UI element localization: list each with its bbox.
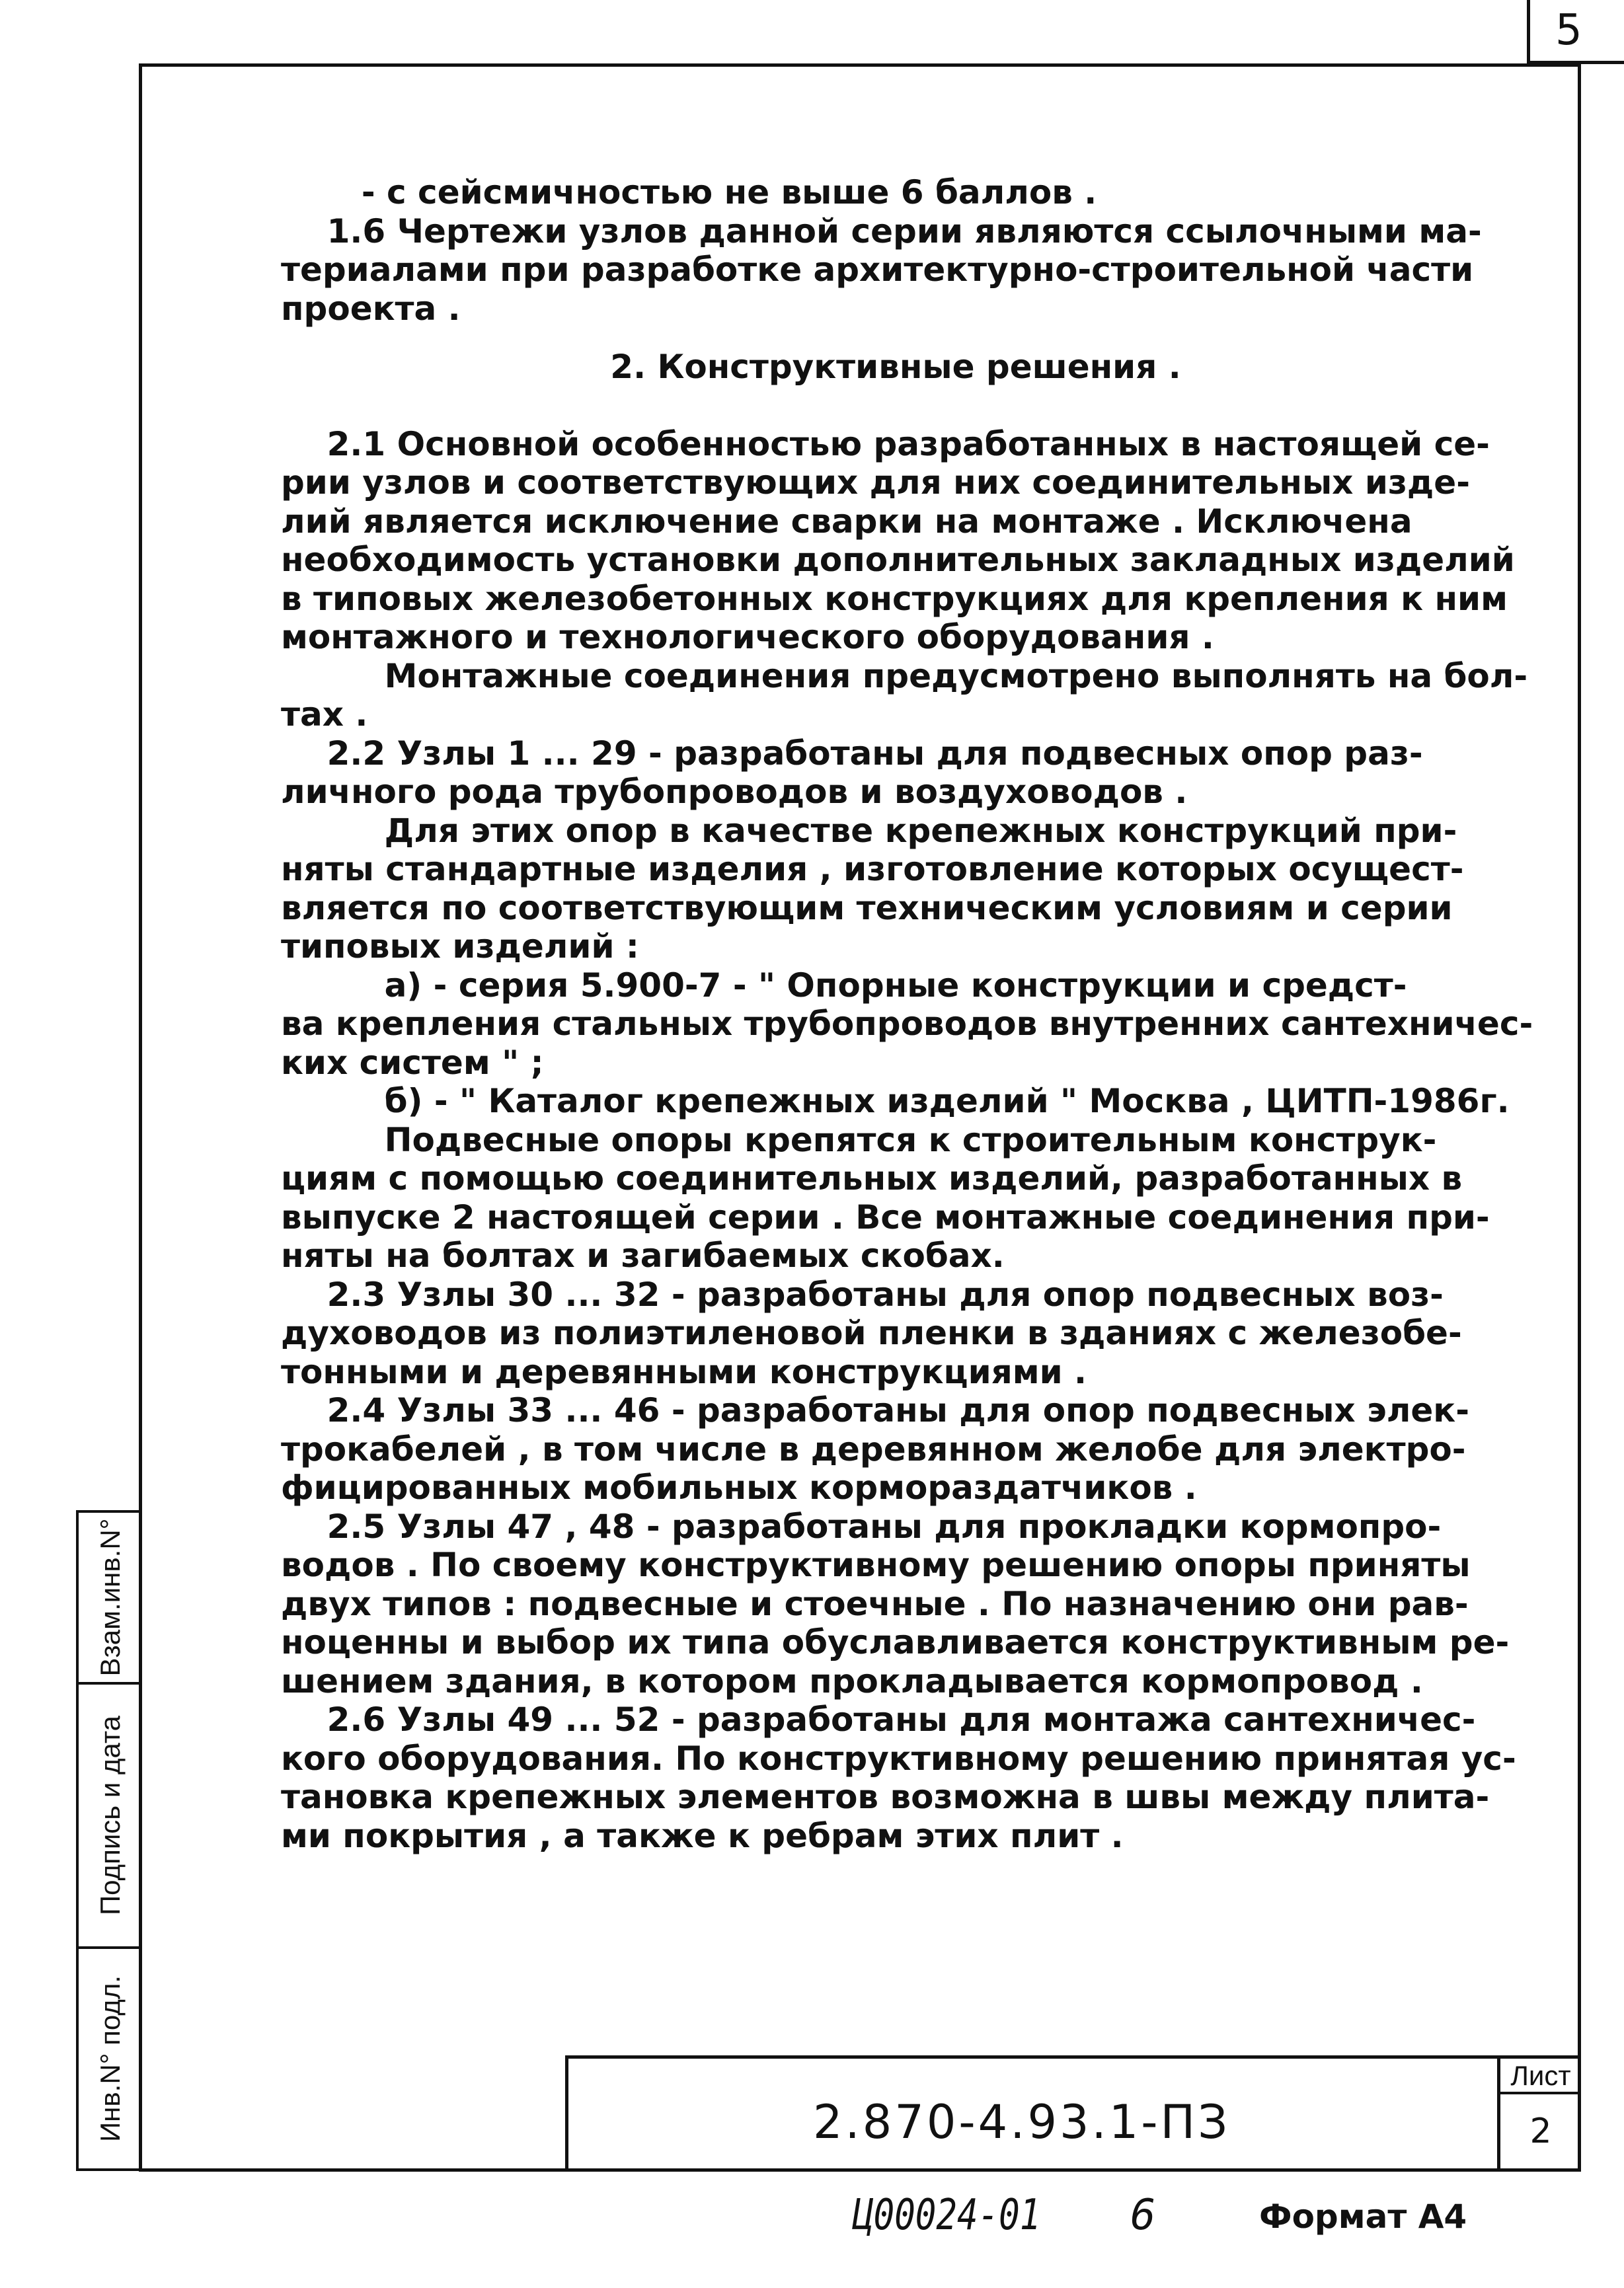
text-line: необходимость установки дополнительных закладных изделий bbox=[281, 541, 1515, 579]
body-text bbox=[281, 173, 1533, 1855]
stamp-label-podpis-data: Подпись и дата bbox=[94, 1715, 126, 1916]
text-line: кого оборудования. По конструктивному решению принятая ус- bbox=[281, 1739, 1516, 1778]
text-line: ми покрытия , а также к ребрам этих плит . bbox=[281, 1816, 1124, 1855]
stamp-cell-podpis-data bbox=[79, 1685, 141, 1949]
text-line: 2.5 Узлы 47 , 48 - разработаны для прокладки кормопро- bbox=[281, 1507, 1442, 1546]
text-line: - с сейсмичностью не выше 6 баллов . bbox=[281, 173, 1097, 211]
text-line: Подвесные опоры крепятся к строительным конструк- bbox=[281, 1120, 1437, 1159]
sheet-label: Лист bbox=[1500, 2059, 1581, 2094]
text-line: лий является исключение сварки на монтаже . Исключена bbox=[281, 502, 1412, 541]
archive-suffix: 6 bbox=[1130, 2191, 1156, 2240]
text-line: ноценны и выбор их типа обуславливается конструктивным ре- bbox=[281, 1623, 1510, 1661]
text-line: Монтажные соединения предусмотрено выполнять на бол- bbox=[281, 656, 1528, 695]
text-line: личного рода трубопроводов и воздуховодов . bbox=[281, 773, 1188, 811]
text-line: 2.1 Основной особенностью разработанных в настоящей се- bbox=[281, 424, 1490, 463]
text-line: монтажного и технологического оборудования . bbox=[281, 618, 1214, 656]
document-code: 2.870-4.93.1-ПЗ bbox=[813, 2095, 1231, 2149]
sheet-box bbox=[1497, 2059, 1581, 2168]
text-line: 2.3 Узлы 30 ... 32 - разработаны для опор подвесных воз- bbox=[281, 1275, 1444, 1314]
text-line: ких систем " ; bbox=[281, 1043, 544, 1082]
stamp-label-vzam-inv: Взам.инв.N° bbox=[94, 1518, 126, 1677]
text-line: двух типов : подвесные и стоечные . По назначению они рав- bbox=[281, 1584, 1469, 1623]
stamp-label-inv-podl: Инв.N° подл. bbox=[94, 1975, 126, 2143]
text-line: 2.4 Узлы 33 ... 46 - разработаны для опор подвесных элек- bbox=[281, 1391, 1469, 1430]
text-line: а) - серия 5.900-7 - " Опорные конструкции и средст- bbox=[281, 966, 1407, 1005]
text-line: Для этих опор в качестве крепежных конструкций при- bbox=[281, 811, 1457, 850]
text-line: выпуске 2 настоящей серии . Все монтажные соединения при- bbox=[281, 1198, 1490, 1237]
text-line: циям с помощью соединительных изделий, разработанных в bbox=[281, 1159, 1463, 1198]
text-line: водов . По своему конструктивному решению опоры приняты bbox=[281, 1546, 1471, 1584]
text-line: 2.6 Узлы 49 ... 52 - разработаны для монтажа сантехничес- bbox=[281, 1700, 1476, 1739]
page-number-box bbox=[1527, 0, 1624, 63]
text-line: тановка крепежных элементов возможна в швы между плита- bbox=[281, 1778, 1490, 1816]
format-label: Формат А4 bbox=[1259, 2197, 1467, 2236]
text-line: рии узлов и соответствующих для них соединительных изде- bbox=[281, 463, 1470, 502]
sheet-number: 2 bbox=[1529, 2112, 1552, 2151]
text-line: типовых изделий : bbox=[281, 927, 639, 966]
archive-code: Ц00024-01 bbox=[853, 2191, 1041, 2240]
intro-lines bbox=[281, 173, 1510, 328]
text-line: няты на болтах и загибаемых скобах. bbox=[281, 1237, 1005, 1275]
text-line: фицированных мобильных кормораздатчиков . bbox=[281, 1468, 1197, 1507]
text-line: ва крепления стальных трубопроводов внутренних сантехничес- bbox=[281, 1005, 1533, 1043]
text-line: проекта . bbox=[281, 289, 461, 328]
page-number: 5 bbox=[1555, 6, 1582, 55]
text-line: б) - " Каталог крепежных изделий " Москва , ЦИТП-1986г. bbox=[281, 1082, 1510, 1120]
text-line: вляется по соответствующим техническим условиям и серии bbox=[281, 888, 1453, 927]
text-line: шением здания, в котором прокладывается кормопровод . bbox=[281, 1661, 1423, 1700]
text-line: духоводов из полиэтиленовой пленки в зданиях с железобе- bbox=[281, 1314, 1462, 1352]
text-line: 2.2 Узлы 1 ... 29 - разработаны для подвесных опор раз- bbox=[281, 734, 1423, 773]
section-heading: 2. Конструктивные решения . bbox=[610, 348, 1181, 386]
stamp-cell-inv-podl bbox=[79, 1949, 141, 2168]
title-block bbox=[565, 2055, 1581, 2172]
text-line: трокабелей , в том числе в деревянном желобе для электро- bbox=[281, 1430, 1466, 1468]
text-line: тах . bbox=[281, 695, 368, 734]
text-line: териалами при разработке архитектурно-строительной части bbox=[281, 250, 1474, 289]
stamp-cell-vzam-inv bbox=[79, 1513, 141, 1685]
text-line: няты стандартные изделия , изготовление которых осущест- bbox=[281, 850, 1464, 888]
stamp-column bbox=[76, 1510, 139, 2171]
text-line: 1.6 Чертежи узлов данной серии являются ссылочными ма- bbox=[281, 211, 1482, 250]
text-line: тонными и деревянными конструкциями . bbox=[281, 1352, 1087, 1391]
main-lines bbox=[281, 424, 1533, 1856]
text-line: в типовых железобетонных конструкциях для крепления к ним bbox=[281, 579, 1508, 618]
